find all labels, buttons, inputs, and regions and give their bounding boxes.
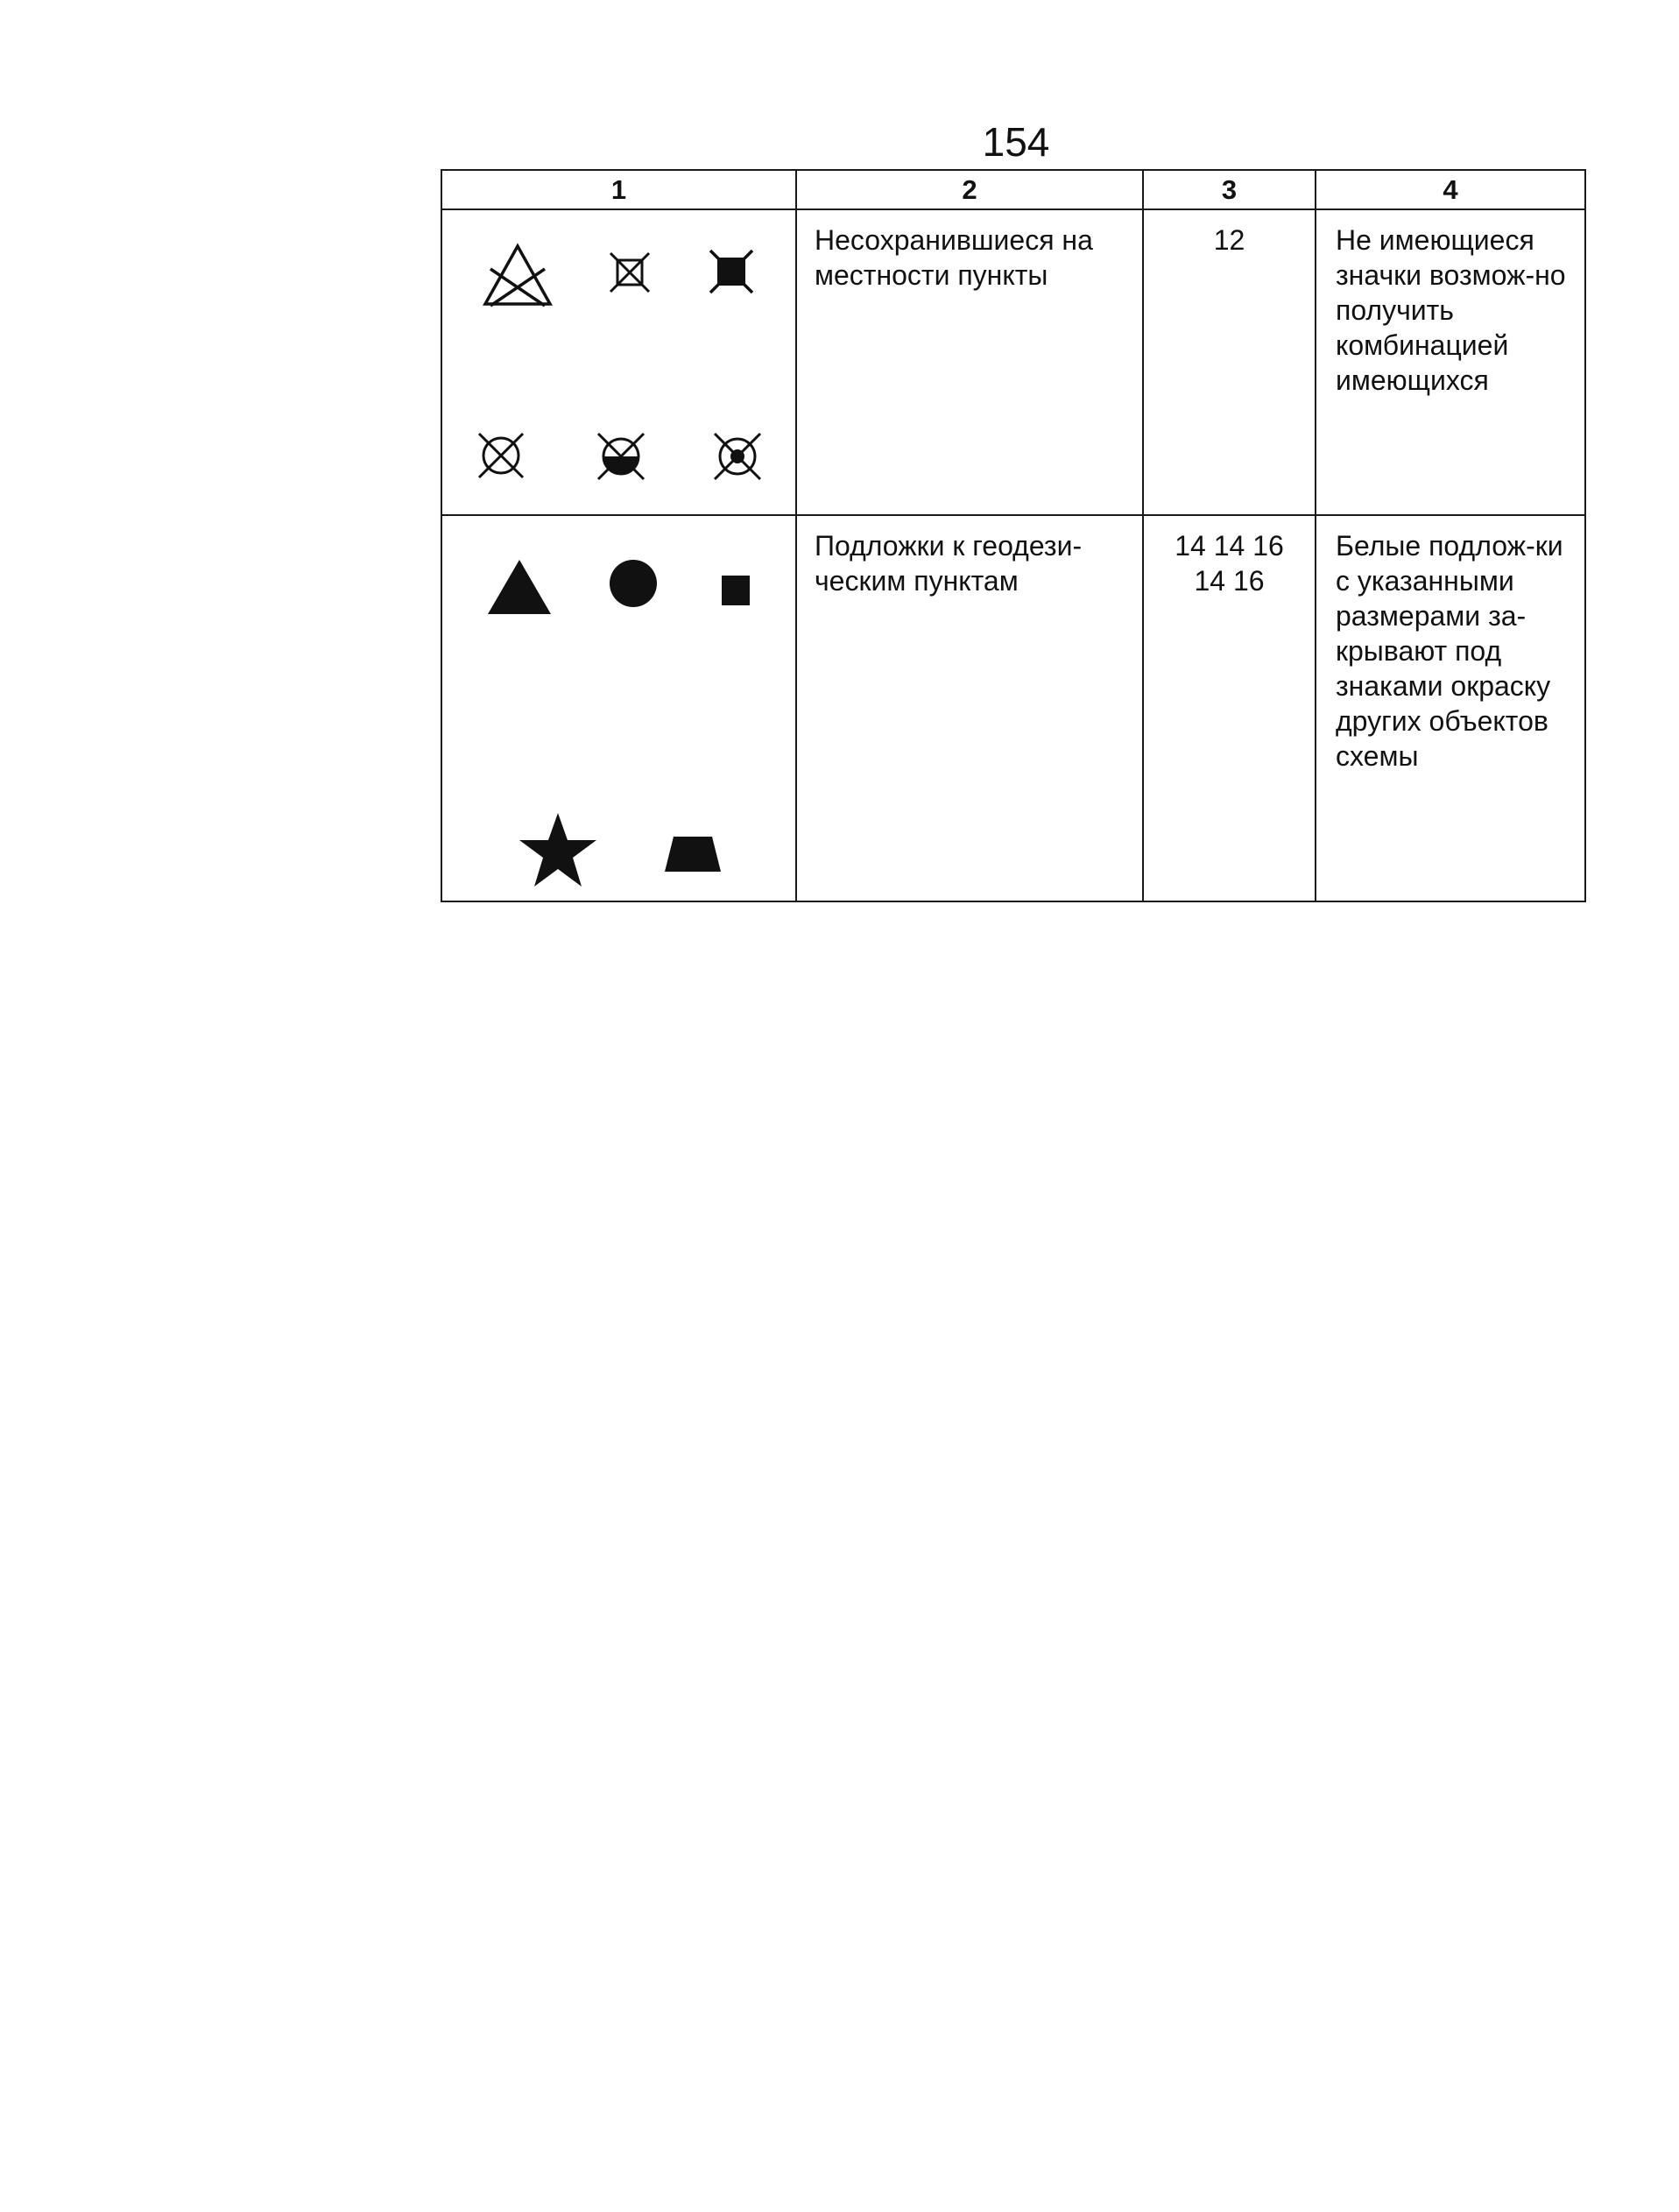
trapezoid-backing-icon [663,835,723,873]
table-row [441,515,1585,901]
table-row [441,209,1585,515]
note-cell: Белые подлож-ки с указанными размерами за-крывают под знаками окраску других объектов схемы [1316,515,1585,901]
destroyed-crossed-circle-point-icon [474,428,528,483]
column-header-1: 1 [441,170,796,209]
destroyed-dot-circle-point-icon [709,428,765,484]
triangle-backing-icon [486,558,553,616]
destroyed-half-filled-circle-point-icon [593,428,649,484]
column-header-3: 3 [1143,170,1316,209]
header-row [441,170,1585,209]
size-cell: 12 [1143,209,1316,515]
page-number: 154 [982,119,1050,165]
symbols-cell [441,209,796,515]
square-backing-icon [721,575,751,606]
circle-backing-icon [609,559,658,608]
name-cell: Подложки к геодези-ческим пунктам [796,515,1143,901]
column-header-4: 4 [1316,170,1585,209]
note-cell: Не имеющиеся значки возмож-но получить комбинацией имеющихся [1316,209,1585,515]
name-cell: Несохранившиеся на местности пункты [796,209,1143,515]
size-values: 14 14 16 14 16 [1175,530,1284,597]
column-header-2: 2 [796,170,1143,209]
symbols-cell [441,515,796,901]
destroyed-crossed-square-point-icon [607,250,653,295]
symbol-table [441,169,1586,902]
destroyed-triangulation-point-icon [482,243,554,307]
destroyed-filled-square-point-icon [707,247,756,296]
star-backing-icon [518,811,598,888]
size-cell [1143,515,1316,901]
